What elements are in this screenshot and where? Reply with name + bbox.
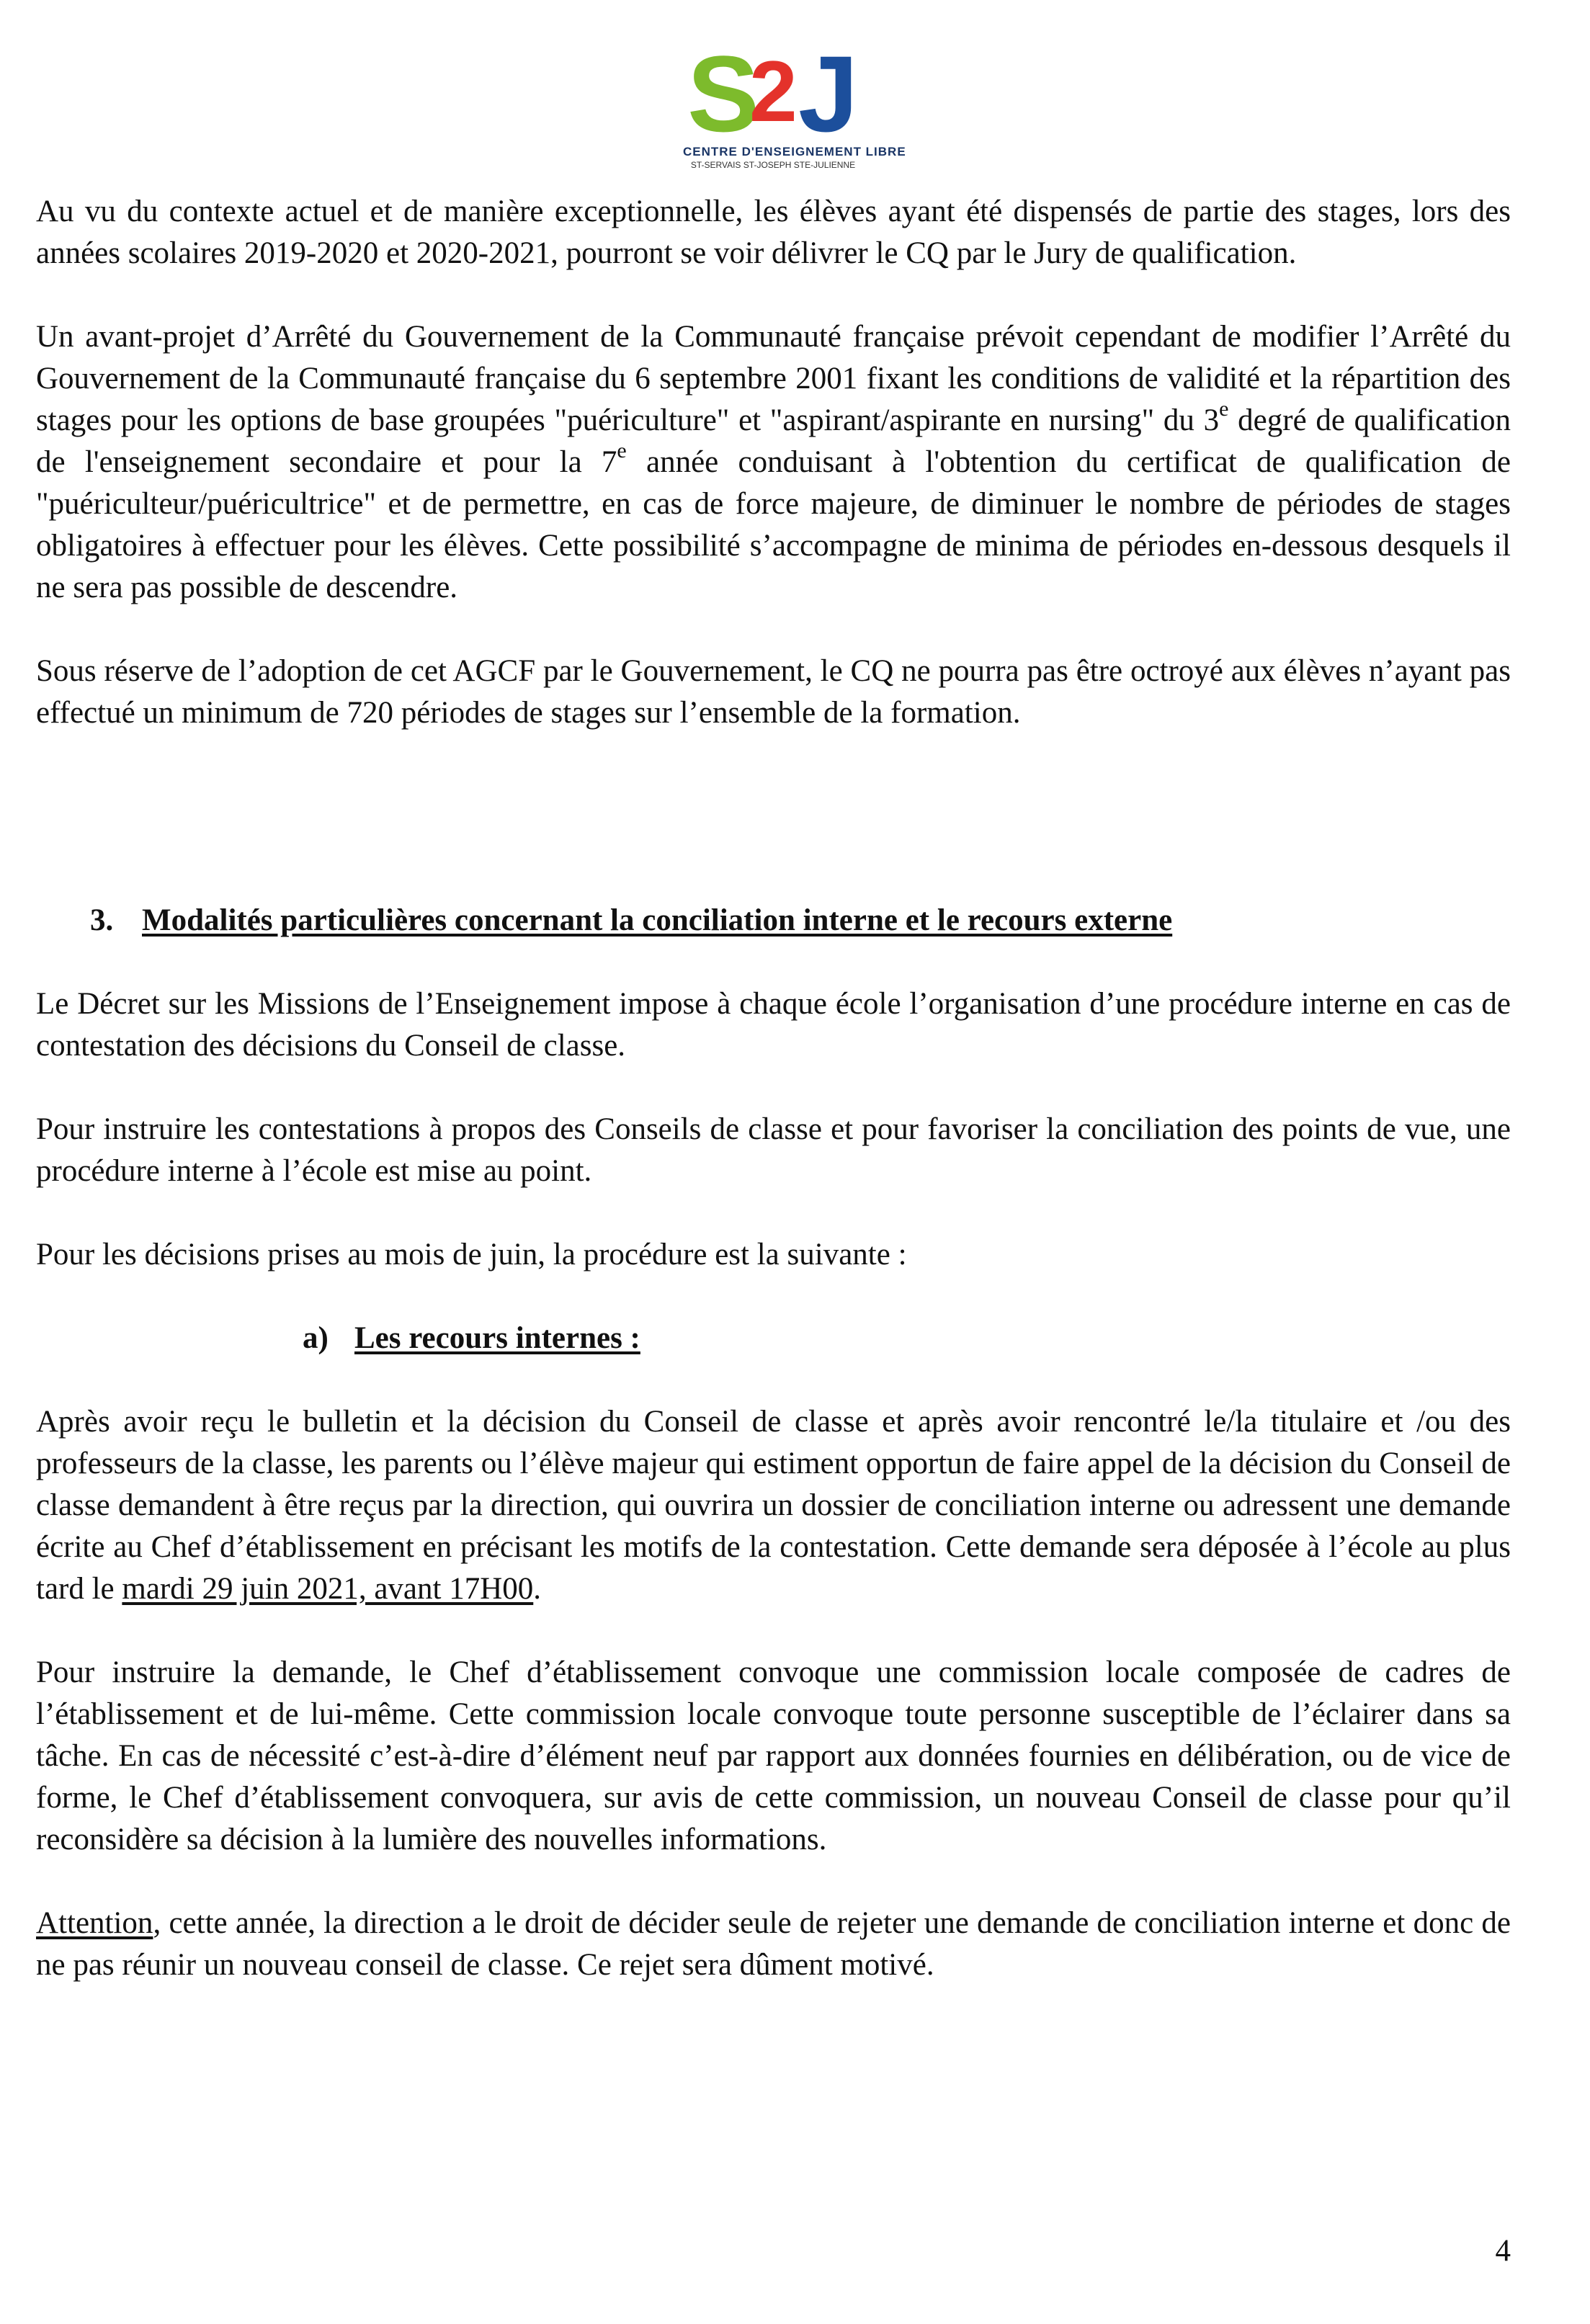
paragraph-decret: Le Décret sur les Missions de l’Enseignement impose à chaque école l’organisation d’une procédure interne en cas de contestation des décisions du Conseil de classe.	[36, 987, 1511, 1063]
logo-subtitle: CENTRE D'ENSEIGNEMENT LIBRE	[683, 145, 906, 158]
document-body	[36, 191, 1511, 1986]
paragraph-recours: Après avoir reçu le bulletin et la décision du Conseil de classe et après avoir rencontré le/la titulaire et /ou des professeurs de la classe, les parents ou l’élève majeur qui estiment opportun de faire appel de la décision du Conseil de classe demandent à être reçus par la direction, qui ouvrira un dossier de conciliation interne ou adressent une demande écrite au Chef d’établissement en précisant les motifs de la contestation. Cette demande sera déposée à l’école au plus tard le mardi 29 juin 2021, avant 17H00.	[36, 1405, 1511, 1606]
s2j-logo-icon	[683, 36, 863, 144]
paragraph-reserve: Sous réserve de l’adoption de cet AGCF par le Gouvernement, le CQ ne pourra pas être octroyé aux élèves n’ayant pas effectué un minimum de 720 périodes de stages sur l’ensemble de la formation.	[36, 654, 1511, 730]
logo-letter-s: S	[687, 36, 760, 144]
page-number: 4	[1495, 2234, 1511, 2268]
logo-tagline: ST-SERVAIS ST-JOSEPH STE-JULIENNE	[690, 160, 856, 170]
paragraph-dispense: Au vu du contexte actuel et de manière exceptionnelle, les élèves ayant été dispensés de partie des stages, lors des années scolaires 2019-2020 et 2020-2021, pourront se voir délivrer le CQ par le Jury de qualification.	[36, 195, 1511, 270]
paragraph-avant-projet: Un avant-projet d’Arrêté du Gouvernement de la Communauté française prévoit cependant de modifier l’Arrêté du Gouvernement de la Communauté française du 6 septembre 2001 fixant les conditions de validité et la répartition des stages pour les options de base groupées "puériculture" et "aspirant/aspirante en nursing" du 3e degré de qualification de l'enseignement secondaire et pour la 7e année conduisant à l'obtention du certificat de qualification de "puériculteur/puéricultrice" et de permettre, en cas de force majeure, de diminuer le nombre de périodes de stages obligatoires à effectuer pour les élèves. Cette possibilité s’accompagne de minima de périodes en-dessous desquels il ne sera pas possible de descendre.	[36, 320, 1511, 604]
paragraph-instruire: Pour instruire les contestations à propos des Conseils de classe et pour favoriser la conciliation des points de vue, une procédure interne à l’école est mise au point.	[36, 1112, 1511, 1188]
section-3-heading: 3. Modalités particulières concernant la conciliation interne et le recours externe	[90, 903, 1173, 937]
deadline-date: mardi 29 juin 2021, avant 17H00	[122, 1572, 534, 1606]
school-logo	[683, 36, 906, 173]
logo-letter-j: J	[798, 36, 859, 144]
paragraph-procedure: Pour les décisions prises au mois de juin, la procédure est la suivante :	[36, 1238, 907, 1272]
subsection-a-heading: a) Les recours internes :	[303, 1321, 640, 1355]
paragraph-commission: Pour instruire la demande, le Chef d’établissement convoque une commission locale composée de cadres de l’établissement et de lui-même. Cette commission locale convoque toute personne susceptible de l’éclairer dans sa tâche. En cas de nécessité c’est-à-dire d’élément neuf par rapport aux données fournies en délibération, ou de vice de forme, le Chef d’établissement convoquera, sur avis de cette commission, un nouveau Conseil de classe pour qu’il reconsidère sa décision à la lumière des nouvelles informations.	[36, 1655, 1511, 1856]
logo-digit-2: 2	[749, 43, 798, 140]
paragraph-attention: Attention, cette année, la direction a le droit de décider seule de rejeter une demande de conciliation interne et donc de ne pas réunir un nouveau conseil de classe. Ce rejet sera dûment motivé.	[36, 1906, 1511, 1982]
